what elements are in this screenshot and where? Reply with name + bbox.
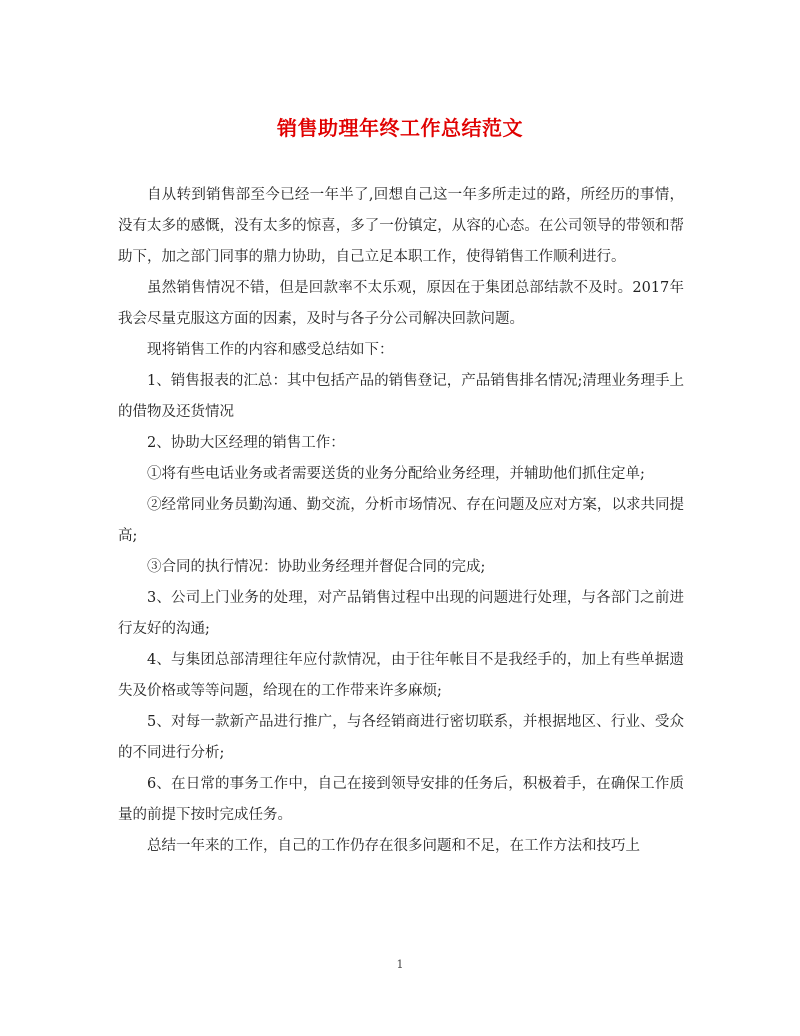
paragraph: ①将有些电话业务或者需要送货的业务分配给业务经理，并辅助他们抓住定单; <box>147 466 645 482</box>
paragraph: ③合同的执行情况：协助业务经理并督促合同的完成; <box>147 559 486 575</box>
document-body <box>118 180 684 862</box>
document-title: 销售助理年终工作总结范文 <box>277 116 523 140</box>
paragraph: 3、公司上门业务的处理，对产品销售过程中出现的问题进行处理，与各部门之前进行友好的沟通; <box>118 590 684 637</box>
paragraph: 总结一年来的工作，自己的工作仍存在很多问题和不足，在工作方法和技巧上 <box>147 838 640 854</box>
paragraph: 2、协助大区经理的销售工作： <box>147 435 345 451</box>
page-number: 1 <box>396 958 404 971</box>
paragraph: 现将销售工作的内容和感受总结如下： <box>147 342 394 358</box>
paragraph: 自从转到销售部至今已经一年半了,回想自己这一年多所走过的路，所经历的事情，没有太多的感慨，没有太多的惊喜，多了一份镇定，从容的心态。在公司领导的带领和帮助下，加之部门同事的鼎力协助，自己立足本职工作，使得销售工作顺利进行。 <box>118 187 684 265</box>
paragraph: 虽然销售情况不错，但是回款率不太乐观，原因在于集团总部结款不及时。2017年我会尽量克服这方面的因素，及时与各子分公司解决回款问题。 <box>118 280 684 327</box>
paragraph: 4、与集团总部清理往年应付款情况，由于往年帐目不是我经手的，加上有些单据遗失及价格或等等问题，给现在的工作带来许多麻烦; <box>118 652 684 699</box>
paragraph: 1、销售报表的汇总：其中包括产品的销售登记，产品销售排名情况;清理业务理手上的借物及还货情况 <box>118 373 684 420</box>
paragraph: 5、对每一款新产品进行推广，与各经销商进行密切联系，并根据地区、行业、受众的不同进行分析; <box>118 714 684 761</box>
paragraph: ②经常同业务员勤沟通、勤交流，分析市场情况、存在问题及应对方案，以求共同提高; <box>118 497 684 544</box>
paragraph: 6、在日常的事务工作中，自己在接到领导安排的任务后，积极着手，在确保工作质量的前提下按时完成任务。 <box>118 776 684 823</box>
